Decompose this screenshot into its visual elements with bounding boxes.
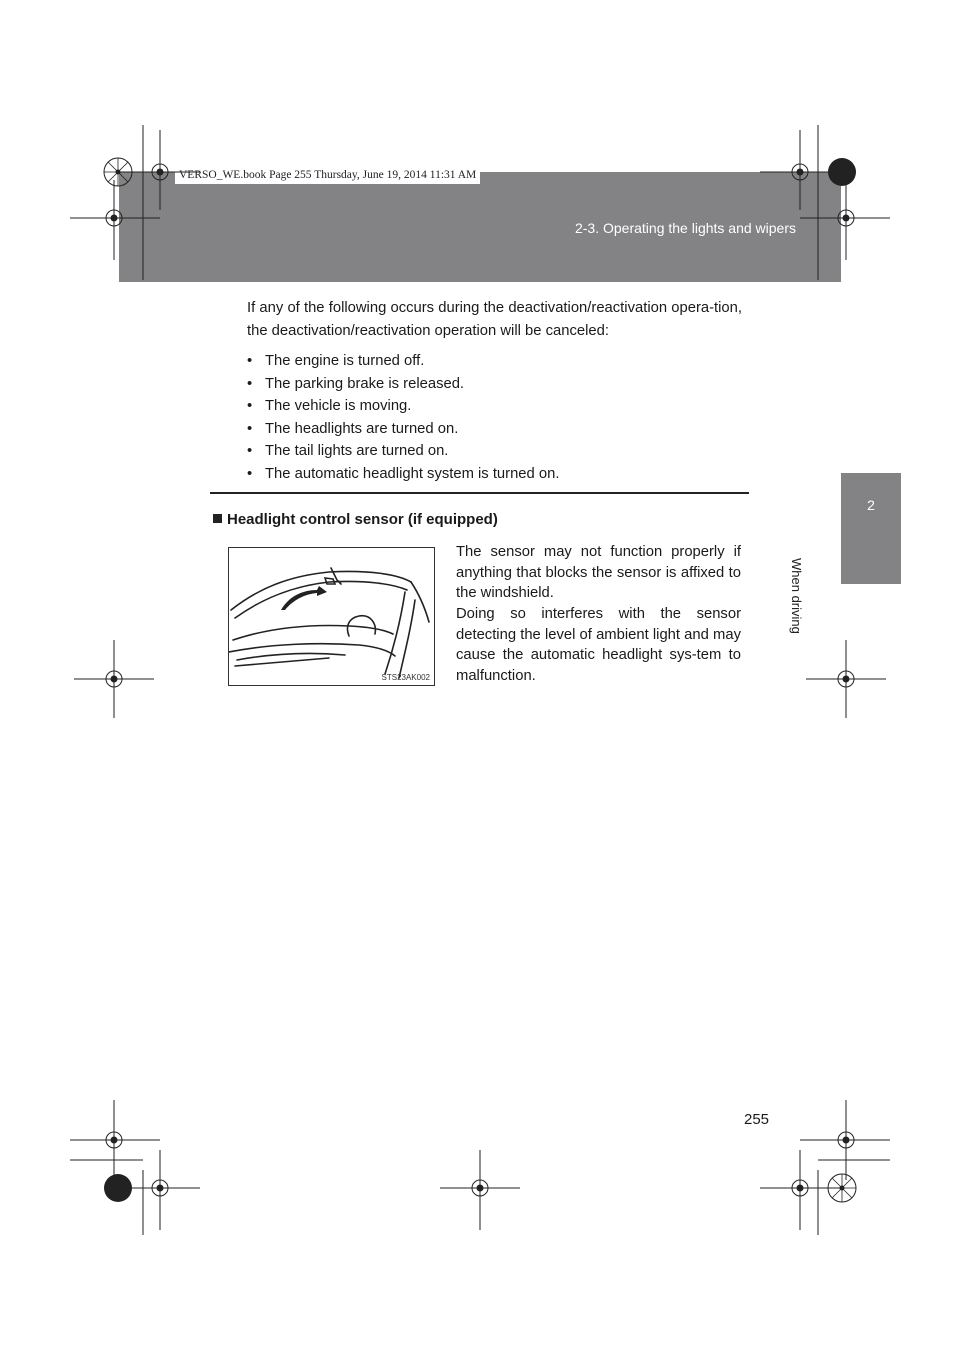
bullet-icon: • (247, 398, 253, 414)
section-title: 2-3. Operating the lights and wipers (574, 220, 796, 236)
figure-code: STS23AK002 (381, 673, 430, 682)
crosshair-icon (120, 1150, 200, 1230)
chapter-number: 2 (867, 497, 875, 513)
list-item: • The parking brake is released. (247, 373, 559, 396)
list-item: • The engine is turned off. (247, 350, 559, 373)
section-heading: Headlight control sensor (if equipped) (213, 511, 498, 528)
print-imprint: VERSO_WE.book Page 255 Thursday, June 19, 2014 11:31 AM (175, 167, 480, 184)
crosshair-icon (806, 640, 886, 718)
bullet-icon: • (247, 420, 253, 437)
sensor-paragraph-1: The sensor may not function properly if anything that blocks the sensor is affixed to the windshield. (456, 544, 741, 601)
list-item: • The automatic headlight system is turned on. (247, 463, 559, 486)
crosshair-icon (440, 1150, 520, 1230)
registration-dot-icon (828, 158, 856, 186)
crosshair-icon (800, 180, 890, 260)
crosshair-icon (74, 640, 154, 718)
crosshair-icon (70, 180, 160, 260)
chapter-label: When driving (789, 558, 804, 634)
crosshair-icon (70, 1100, 160, 1180)
intro-paragraph: If any of the following occurs during the deactivation/reactivation opera-tion, the deactivation/reactivation operation will be canceled: (247, 300, 742, 339)
list-item: • The headlights are turned on. (247, 418, 559, 441)
crosshair-icon (800, 1100, 890, 1180)
bullet-icon: • (247, 443, 253, 459)
sensor-paragraph-2: Doing so interferes with the sensor detecting the level of ambient light and may cause the automatic headlight sys-tem to malfunction. (456, 606, 741, 684)
list-item: • The vehicle is moving. (247, 395, 559, 418)
crosshair-icon (760, 130, 840, 210)
bullet-icon: • (247, 353, 253, 369)
bullet-icon: • (247, 375, 253, 392)
page-number: 255 (744, 1111, 770, 1128)
registration-dot-icon (104, 1174, 132, 1202)
list-item: • The tail lights are turned on. (247, 440, 559, 463)
bullet-icon: • (247, 465, 253, 482)
